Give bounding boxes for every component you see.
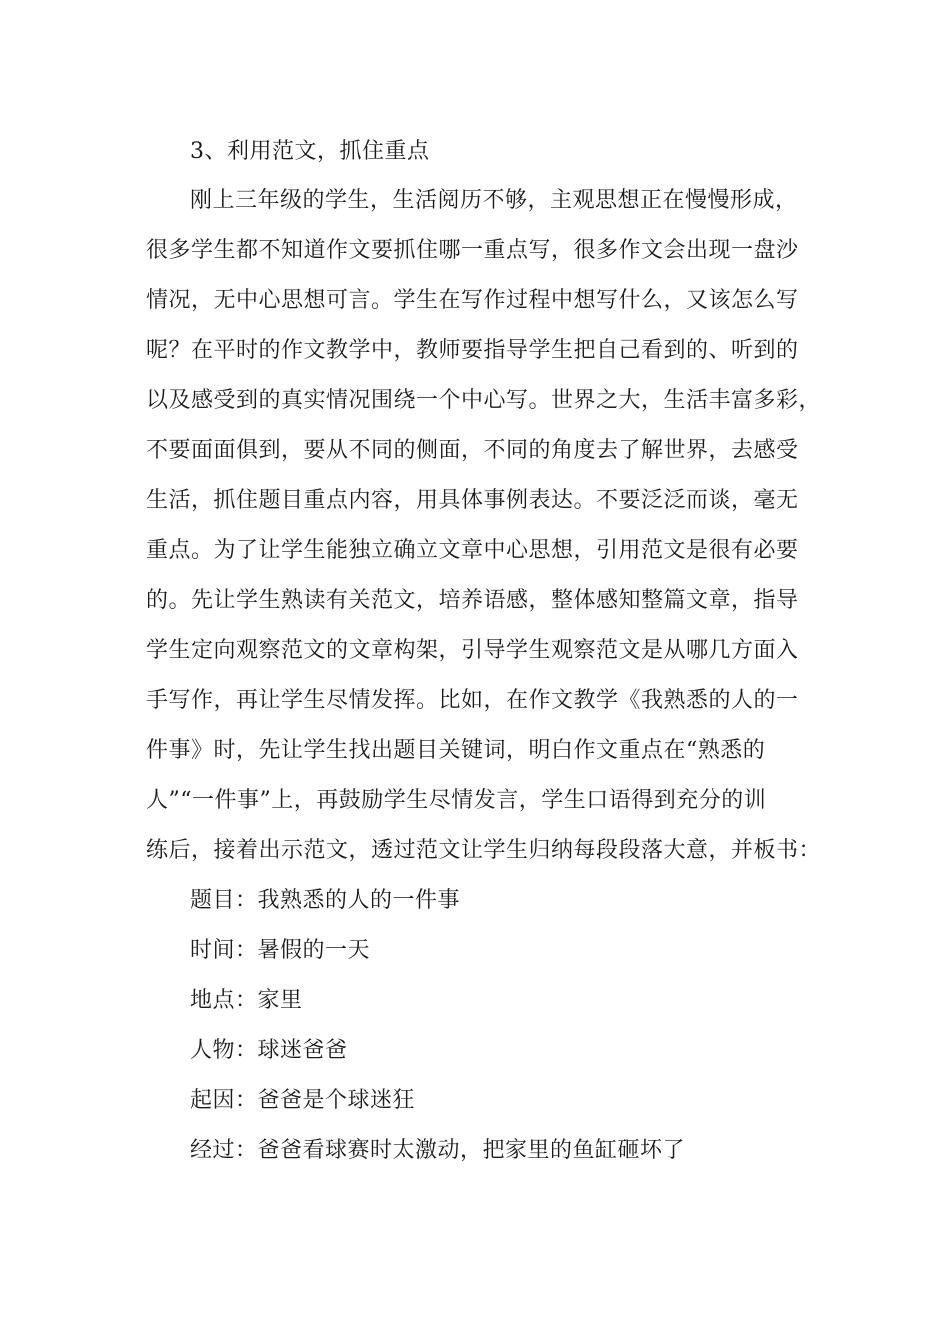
board-item-place: 地点：家里 bbox=[190, 988, 303, 1013]
paragraph-line: 很多学生都不知道作文要抓住哪一重点写，很多作文会出现一盘沙 bbox=[146, 238, 799, 263]
paragraph-line: 件事》时，先让学生找出题目关键词，明白作文重点在“熟悉的 bbox=[146, 738, 766, 763]
paragraph-line: 以及感受到的真实情况围绕一个中心写。世界之大，生活丰富多彩， bbox=[146, 388, 822, 413]
paragraph-line: 练后，接着出示范文，透过范文让学生归纳每段段落大意，并板书： bbox=[146, 838, 822, 863]
section-heading: 3、利用范文，抓住重点 bbox=[190, 139, 430, 164]
paragraph-line: 重点。为了让学生能独立确立文章中心思想，引用范文是很有必要 bbox=[146, 538, 799, 563]
paragraph-line: 学生定向观察范文的文章构架，引导学生观察范文是从哪几方面入 bbox=[146, 638, 799, 663]
paragraph-line: 刚上三年级的学生，生活阅历不够，主观思想正在慢慢形成， bbox=[190, 188, 798, 213]
paragraph-line: 生活，抓住题目重点内容，用具体事例表达。不要泛泛而谈，毫无 bbox=[146, 488, 799, 513]
board-item-person: 人物：球迷爸爸 bbox=[190, 1038, 348, 1063]
paragraph-line: 的。先让学生熟读有关范文，培养语感，整体感知整篇文章，指导 bbox=[146, 588, 799, 613]
board-item-title: 题目：我熟悉的人的一件事 bbox=[190, 888, 461, 913]
paragraph-line: 人”“一件事”上，再鼓励学生尽情发言，学生口语得到充分的训 bbox=[146, 788, 767, 813]
paragraph-line: 手写作，再让学生尽情发挥。比如，在作文教学《我熟悉的人的一 bbox=[146, 688, 799, 713]
board-item-time: 时间：暑假的一天 bbox=[190, 938, 371, 963]
paragraph-line: 不要面面俱到，要从不同的侧面，不同的角度去了解世界，去感受 bbox=[146, 438, 799, 463]
board-item-process: 经过：爸爸看球赛时太激动，把家里的鱼缸砸坏了 bbox=[190, 1138, 686, 1163]
board-item-cause: 起因：爸爸是个球迷狂 bbox=[190, 1088, 416, 1113]
paragraph-line: 情况，无中心思想可言。学生在写作过程中想写什么，又该怎么写 bbox=[146, 288, 799, 313]
paragraph-line: 呢？在平时的作文教学中，教师要指导学生把自己看到的、听到的 bbox=[146, 338, 799, 363]
